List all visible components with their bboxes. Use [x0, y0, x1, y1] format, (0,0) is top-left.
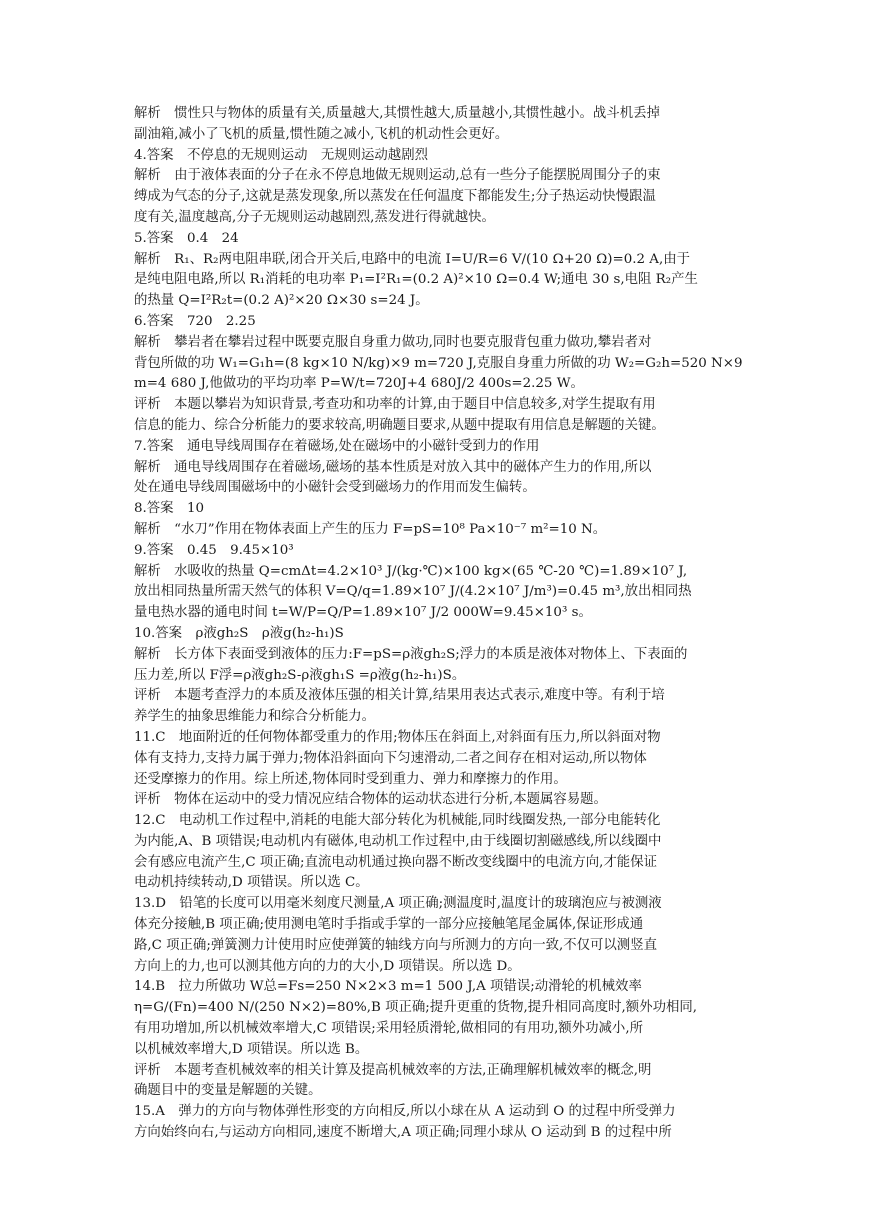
text-line: 解析 通电导线周围存在着磁场,磁场的基本性质是对放入其中的磁体产生力的作用,所以 [134, 459, 652, 475]
text-line: 解析 惯性只与物体的质量有关,质量越大,其惯性越大,质量越小,其惯性越小。战斗机丢掉 [134, 106, 660, 121]
text-line: 解析 由于液体表面的分子在永不停息地做无规则运动,总有一些分子能摆脱周围分子的束 [134, 168, 661, 184]
text-line: 11.C 地面附近的任何物体都受重力的作用;物体压在斜面上,对斜面有压力,所以斜面对物 [134, 729, 661, 745]
text-line: 路,C 项正确;弹簧测力计使用时应使弹簧的轴线方向与所测力的方向一致,不仅可以测竖直 [134, 937, 657, 953]
text-line: 解析 “水刀”作用在物体表面上产生的压力 F=pS=10⁸ Pa×10⁻⁷ m²=10 N。 [134, 521, 607, 537]
text-line: 15.A 弹力的方向与物体弹性形变的方向相反,所以小球在从 A 运动到 O 的过程中所受弹力 [134, 1104, 676, 1120]
text-line: 为内能,A、B 项错误;电动机内有磁体,电动机工作过程中,由于线圈切割磁感线,所以线圈中 [134, 833, 662, 849]
text-line: 6.答案 720 2.25 [134, 313, 256, 329]
text-line: 评析 本题考查浮力的本质及液体压强的相关计算,结果用表达式表示,难度中等。有利于培 [134, 688, 665, 704]
text-line: 解析 长方体下表面受到液体的压力:F=pS=ρ液gh₂S;浮力的本质是液体对物体上、下表面的 [134, 646, 688, 662]
text-line: 是纯电阻电路,所以 R₁消耗的电功率 P₁=I²R₁=(0.2 A)²×10 Ω=0.4 W;通电 30 s,电阻 R₂产生 [134, 272, 698, 288]
text-line: 副油箱,减小了飞机的质量,惯性随之减小,飞机的机动性会更好。 [134, 126, 509, 142]
text-line: 度有关,温度越高,分子无规则运动越剧烈,蒸发进行得就越快。 [134, 209, 495, 225]
text-line: 以机械效率增大,D 项错误。所以选 B。 [134, 1041, 369, 1057]
text-line: 方向始终向右,与运动方向相同,速度不断增大,A 项正确;同理小球从 O 运动到 B 的过程中所 [134, 1125, 672, 1141]
text-line: 缚成为气态的分子,这就是蒸发现象,所以蒸发在任何温度下都能发生;分子热运动快慢跟温 [134, 189, 656, 205]
answer-text-body [134, 104, 746, 1144]
text-line: 会有感应电流产生,C 项正确;直流电动机通过换向器不断改变线圈中的电流方向,才能保证 [134, 854, 657, 870]
text-line: 解析 R₁、R₂两电阻串联,闭合开关后,电路中的电流 I=U/R=6 V/(10 Ω+20 Ω)=0.2 A,由于 [134, 251, 690, 267]
text-line: 14.B 拉力所做功 W总=Fs=250 N×2×3 m=1 500 J,A 项错误;动滑轮的机械效率 [134, 979, 642, 995]
text-line: m=4 680 J,他做功的平均功率 P=W/t=720J+4 680J/2 400s=2.25 W。 [134, 376, 584, 392]
text-line: 7.答案 通电导线周围存在着磁场,处在磁场中的小磁针受到力的作用 [134, 438, 540, 454]
text-line: 背包所做的功 W₁=G₁h=(8 kg×10 N/kg)×9 m=720 J,克服自身重力所做的功 W₂=G₂h=520 N×9 [134, 355, 743, 371]
text-line: 体充分接触,B 项正确;使用测电笔时手指或手掌的一部分应接触笔尾金属体,保证形成通 [134, 917, 644, 933]
text-line: 有用功增加,所以机械效率增大,C 项错误;采用轻质滑轮,做相同的有用功,额外功减小,所 [134, 1021, 643, 1037]
text-line: 量电热水器的通电时间 t=W/P=Q/P=1.89×10⁷ J/2 000W=9.45×10³ s。 [134, 605, 592, 621]
text-line: 12.C 电动机工作过程中,消耗的电能大部分转化为机械能,同时线圈发热,一部分电能转化 [134, 813, 661, 829]
text-line: 放出相同热量所需天然气的体积 V=Q/q=1.89×10⁷ J/(4.2×10⁷ J/m³)=0.45 m³,放出相同热 [134, 584, 692, 600]
text-line: 8.答案 10 [134, 501, 204, 517]
text-line: 9.答案 0.45 9.45×10³ [134, 542, 294, 558]
text-line: 4.答案 不停息的无规则运动 无规则运动越剧烈 [134, 147, 428, 163]
text-line: 信息的能力、综合分析能力的要求较高,明确题目要求,从题中提取有用信息是解题的关键。 [134, 417, 665, 433]
text-line: 5.答案 0.4 24 [134, 230, 239, 246]
text-line: 电动机持续转动,D 项错误。所以选 C。 [134, 875, 369, 891]
text-line: 的热量 Q=I²R₂t=(0.2 A)²×20 Ω×30 s=24 J。 [134, 293, 429, 309]
text-line: 体有支持力,支持力属于弹力;物体沿斜面向下匀速滑动,二者之间存在相对运动,所以物体 [134, 750, 647, 766]
text-line: 评析 本题考查机械效率的相关计算及提高机械效率的方法,正确理解机械效率的概念,明 [134, 1062, 652, 1078]
text-line: 评析 本题以攀岩为知识背景,考查功和功率的计算,由于题目中信息较多,对学生提取有用 [134, 397, 656, 413]
text-line: η=G/(Fn)=400 N/(250 N×2)=80%,B 项正确;提升更重的货物,提升相同高度时,额外功相同, [134, 1000, 698, 1016]
text-line: 评析 物体在运动中的受力情况应结合物体的运动状态进行分析,本题属容易题。 [134, 792, 607, 808]
text-line: 处在通电导线周围磁场中的小磁针会受到磁场力的作用而发生偏转。 [134, 480, 536, 496]
text-line: 13.D 铅笔的长度可以用毫米刻度尺测量,A 项正确;测温度时,温度计的玻璃泡应与被测液 [134, 896, 662, 912]
text-line: 解析 攀岩者在攀岩过程中既要克服自身重力做功,同时也要克服背包重力做功,攀岩者对 [134, 334, 652, 350]
text-line: 方向上的力,也可以测其他方向的力的大小,D 项错误。所以选 D。 [134, 958, 521, 974]
text-line: 确题目中的变量是解题的关键。 [134, 1083, 322, 1099]
text-line: 压力差,所以 F浮=ρ液gh₂S-ρ液gh₁S =ρ液g(h₂-h₁)S。 [134, 667, 466, 683]
text-line: 解析 水吸收的热量 Q=cmΔt=4.2×10³ J/(kg·℃)×100 kg×(65 ℃-20 ℃)=1.89×10⁷ J, [134, 563, 688, 579]
text-line: 还受摩擦力的作用。综上所述,物体同时受到重力、弹力和摩擦力的作用。 [134, 771, 567, 787]
text-line: 10.答案 ρ液gh₂S ρ液g(h₂-h₁)S [134, 625, 344, 641]
text-line: 养学生的抽象思维能力和综合分析能力。 [134, 709, 376, 725]
